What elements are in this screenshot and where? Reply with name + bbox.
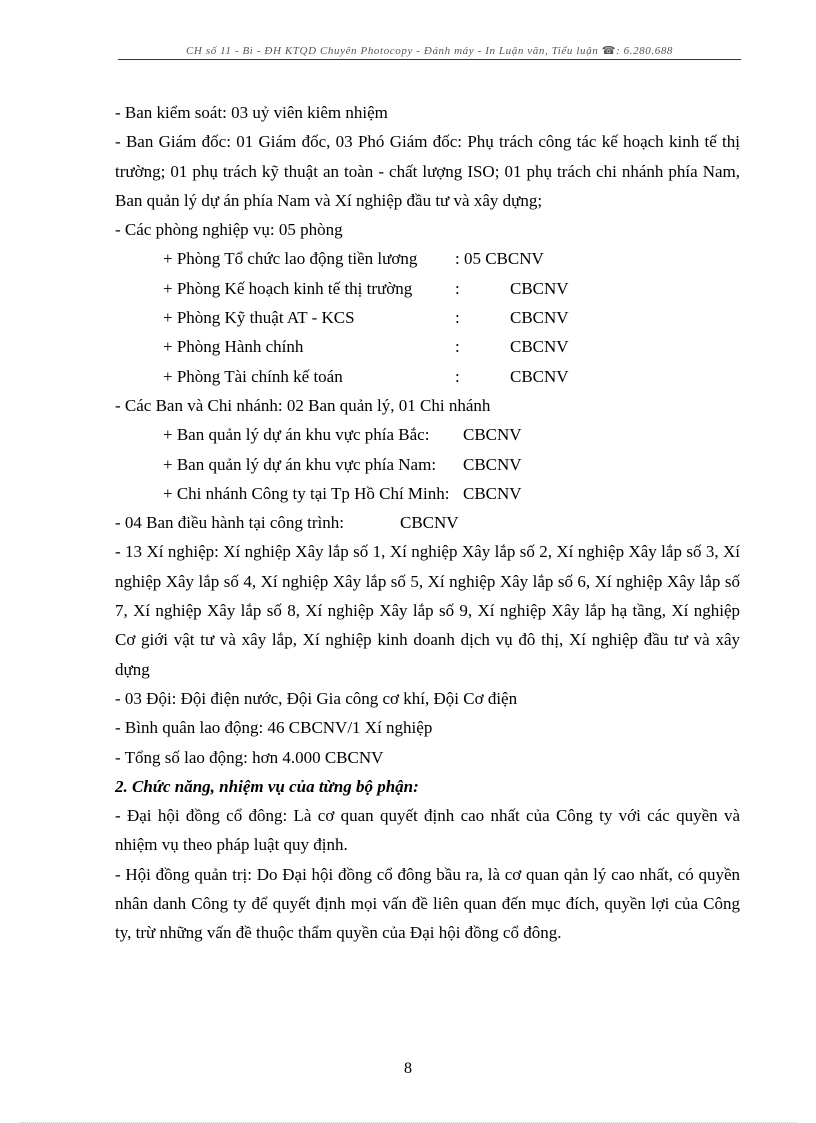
department-label: + Phòng Tổ chức lao động tiền lương — [163, 249, 418, 269]
department-colon: : — [455, 366, 460, 386]
branch-count: CBCNV — [463, 483, 522, 503]
department-colon: : — [455, 278, 460, 298]
branch-label: + Ban quản lý dự án khu vực phía Bắc: — [163, 425, 430, 445]
directors-paragraph: - Ban Giám đốc: 01 Giám đốc, 03 Phó Giám đốc: Phụ trách công tác kế hoạch kinh tế thị trường; 01 phụ trách kỹ thuật an toàn - chất lượng ISO; 01 phụ trách chi nhánh phía Nam, Ban quản lý dự án phía Nam và Xí nghiệp đầu tư và xây dựng; — [115, 132, 740, 210]
departments-title: - Các phòng nghiệp vụ: 05 phòng — [115, 220, 343, 240]
department-label: + Phòng Kỹ thuật AT - KCS — [163, 308, 355, 328]
page-number: 8 — [404, 1060, 412, 1077]
department-colon: : 05 CBCNV — [455, 249, 544, 269]
department-colon: : — [455, 337, 460, 357]
list-item — [163, 362, 740, 391]
header-text: CH số 11 - Bì - ĐH KTQD Chuyên Photocopy - Đánh máy - In Luận văn, Tiểu luận — [185, 45, 599, 57]
header-phone: : 6.280.688 — [616, 45, 674, 57]
branch-label: + Chi nhánh Công ty tại Tp Hồ Chí Minh: — [163, 483, 450, 503]
branch-label: + Ban quản lý dự án khu vực phía Nam: — [163, 454, 437, 474]
department-count: CBCNV — [510, 308, 569, 328]
departments-list — [115, 244, 740, 390]
list-item — [163, 303, 740, 332]
list-item — [163, 420, 740, 449]
department-count: CBCNV — [510, 337, 569, 357]
department-label: + Phòng Kế hoạch kinh tế thị trường — [163, 278, 413, 298]
shareholders-paragraph: - Đại hội đồng cổ đông: Là cơ quan quyết định cao nhất của Công ty với các quyền và nhiệm vụ theo pháp luật quy định. — [115, 806, 740, 855]
department-label: + Phòng Hành chính — [163, 337, 304, 357]
phone-icon: ☎ — [601, 45, 616, 57]
boards-line — [115, 508, 740, 537]
list-item — [163, 244, 740, 273]
list-item — [163, 479, 740, 508]
list-item — [163, 332, 740, 361]
section-heading: 2. Chức năng, nhiệm vụ của từng bộ phận: — [115, 776, 419, 796]
teams-line: - 03 Đội: Đội điện nước, Đội Gia công cơ khí, Đội Cơ điện — [115, 688, 518, 708]
list-item — [163, 450, 740, 479]
department-count: CBCNV — [510, 366, 569, 386]
department-count: CBCNV — [510, 278, 569, 298]
branches-list — [115, 420, 740, 508]
branches-title: - Các Ban và Chi nhánh: 02 Ban quản lý, 01 Chi nhánh — [115, 395, 491, 415]
branch-count: CBCNV — [463, 425, 522, 445]
boards-label: - 04 Ban điều hành tại công trình: — [115, 513, 344, 533]
department-colon: : — [455, 308, 460, 328]
list-item — [163, 274, 740, 303]
average-line: - Bình quân lao động: 46 CBCNV/1 Xí nghiệp — [115, 718, 433, 738]
department-label: + Phòng Tài chính kế toán — [163, 366, 343, 386]
enterprises-paragraph: - 13 Xí nghiệp: Xí nghiệp Xây lắp số 1, Xí nghiệp Xây lắp số 2, Xí nghiệp Xây lắp số 3, Xí nghiệp Xây lắp số 4, Xí nghiệp Xây lắp số 5, Xí nghiệp Xây lắp số 6, Xí nghiệp Xây lắp số 7, Xí nghiệp Xây lắp số 8, Xí nghiệp Xây lắp số 9, Xí nghiệp Xây lắp hạ tầng, Xí nghiệp Cơ giới vật tư và xây lắp, Xí nghiệp kinh doanh dịch vụ đô thị, Xí nghiệp đầu tư và xây dựng — [115, 542, 740, 679]
board-paragraph: - Hội đồng quản trị: Do Đại hội đồng cổ đông bầu ra, là cơ quan qản lý cao nhất, có quyền nhân danh Công ty để quyết định mọi vấn đề liên quan đến mục đích, quyền lợi của Công ty, trừ những vấn đề thuộc thẩm quyền của Đại hội đồng cổ đông. — [115, 864, 740, 943]
total-line: - Tổng số lao động: hơn 4.000 CBCNV — [115, 747, 384, 767]
document-body — [115, 98, 740, 948]
boards-count: CBCNV — [400, 513, 459, 533]
branch-count: CBCNV — [463, 454, 522, 474]
supervisory-board-line: - Ban kiểm soát: 03 uỷ viên kiêm nhiệm — [115, 103, 388, 122]
page-header — [118, 44, 741, 60]
